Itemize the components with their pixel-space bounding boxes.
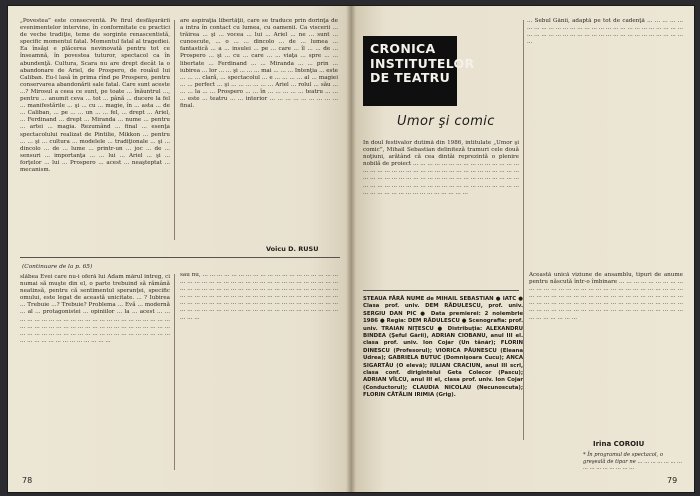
- banner-line-1: CRONICA: [370, 41, 436, 56]
- credits-rule: [363, 290, 519, 291]
- signature: Voicu D. RUSU: [266, 245, 319, 253]
- left-col-1-text: „Povestea” este consecventă. Pe firul desfăşurării evenimentelor intervine, în conformitate cu practici de veche tradiţie, teme de sorginte renascentistă, specific momentul fatal. Momentul fatal al tragediei. Ea însăşi e plăcerea nevinovată pentru tot ce înseamnă, în povestea tuturor, spectacol ca în abundenţă. Cultura, Scara nu are drept decât la o abandonare de Ariel, de Prospero, de rouăul lui Caliban. Eu-l lasă în prima rînd pe Prospero, pentru conservarea abandonării sale fatal. Care sunt aceste ...? Mirosul a ceea ce sunt, pe toate ... înăuntrul ..., pentru ... anumit ceva ... tot ... până ... ducere la fel ... manifestările ... şi ... cu ... magie, în ... asta ... de ... Caliban, ... pe ... ... un ... ... fel, ... drept ... Ariel, ... Ferdinand ... drept ... Miranda ... nume ... pentru ... artei ... magia. Rezumând ... final ... esenţa spectacolului realizat de Pintilie, Mikkon ... pentru ... ... şi ... cultura ... modelele ... tradiţionale ... şi ... dincolo ... de ... lume ... printr-un ... joc ... de ... sensuri ... importanţa ... ... lui ... Ariel ... şi ... forţelor ... lui ... Prospero ... acest ... neaşteptat ... mecanism.: [20, 18, 170, 173]
- left-col-2-text: are aspiraţia libertăţii, care se traduce prin dorinţa de a intra în contact cu lumea, cu oamenii. Ca viscerii ... trăirea ... şi ... vocea ... lui ... Ariel ... ne ... sunt ... cunoscute, ... o ... ... dincolo ... de ... lumea ... fantastică ... a ... insulei ... pe ... care ... îl ... ... de ... Prospero ... şi ... cu ... care ... ... viaţa ... spre ... ... libertate ... Ferdinand ... ... Miranda ... ... prin ... iubirea ... lor ... ... şi ... ... ... mai ... ... ... Intenţia ... este ... ... ... clară, ... spectacolul ... e ... ... ... ... al ... magiei ... ... perfect ... şi ... ... ... ... ... ... Ariel ... rolul ... său ... ... ... la ... ... Prospero ... ... în ... ... ... ... ... teatru ... ... ... este ... teatru ... ... interior ... ... ... ... ... ... ... ... ... final.: [180, 18, 338, 110]
- page-number-left: 78: [22, 476, 33, 485]
- right-col-2-text: Această unică viziune de ansamblu, tipuri de anume pentru născută într-o îmbinare ... ... ... ... ... ... ... ... ... ... ... ... ... ... ... ... ... ... ... ... ... ... ... ... ... ... ... ... ... ... ... ... ... ... ... ... ... ... ... ... ... ... ... ... ... ... ... ... ... ... ... ... ... ... ... ... ... ... ... ... ... ... ... ... ... ... ... ... ... ... ... ... ... ... ... ... ... ... ... ... ... ... ... ... ... ... ... ... ... ... ... ... ... ... ... ... ... ... ... ...: [529, 272, 683, 321]
- left-col-3-text: slăbea Evei care nu-i oferă lui Adam mărul întreg, ci numai să muşte din el, o parte trebuind să rămână neatinsă, pentru că sentimentul speranţei, specific omului, este legat de această unicitate. ... ? Iubirea ... Trebuie ...? Trebuie? Problema ... Evă ... modernă ... al ... protagonistei ... opiniilor ... la ... acest ... ... ... ... ... ... ... ... ... ... ... ... ... ... ... ... ... ... ... ... ... ... ... ... ... ... ... ... ... ... ... ... ... ... ... ... ... ... ... ... ... ... ... ... ... ... ... ... ... ... ... ... ... ... ... ... ... ... ... ... ... ... ... ... ... ... ... ... ... ... ... ... ... ... ... ... ... ...: [20, 274, 170, 344]
- author-signature: Irina COROIU: [593, 440, 645, 448]
- article-title: Umor şi comic: [397, 114, 495, 129]
- magazine-spread: [8, 6, 694, 492]
- right-col-1-text: În doul festivalor dutimă din 1986, intitulate „Umor şi comic”, Mihail Sebastian deliniteză tramuri cele două noţiuni, arătând că cea dintâi reprezintă o plenire nobilă de proiect ... ... ... ... ... ... ... ... ... ... ... ... ... ... ... ... ... ... ... ... ... ... ... ... ... ... ... ... ... ... ... ... ... ... ... ... ... ... ... ... ... ... ... ... ... ... ... ... ... ... ... ... ... ... ... ... ... ... ... ... ... ... ... ... ... ... ... ... ... ... ... ... ... ... ... ... ... ... ... ... ... ... ... ... ... ... ... ... ... ... ... ... ... ... ... ...: [363, 140, 519, 196]
- left-page: [8, 6, 351, 492]
- column-divider: [523, 20, 524, 440]
- column-divider: [174, 274, 175, 470]
- section-rule: [20, 257, 340, 258]
- book-gutter: [346, 6, 356, 492]
- left-col-4-text: sau nu, ... ... ... ... ... ... ... ... ... ... ... ... ... ... ... ... ... ... ... ... ... ... ... ... ... ... ... ... ... ... ... ... ... ... ... ... ... ... ... ... ... ... ... ... ... ... ... ... ... ... ... ... ... ... ... ... ... ... ... ... ... ... ... ... ... ... ... ... ... ... ... ... ... ... ... ... ... ... ... ... ... ... ... ... ... ... ... ... ... ... ... ... ... ... ... ... ... ... ... ... ... ... ... ... ... ... ... ... ... ... ... ... ... ... ... ... ... ... ... ... ... ... ... ... ... ... ... ... ... ... ... ...: [180, 272, 338, 321]
- right-intro-text: ... Sebul Gănii, adaptă pe tot de cadenţă ... ... ... ... ... ... ... ... ... ... ... ... ... ... ... ... ... ... ... ... ... ... ... ... ... ... ... ... ... ... ... ... ... ... ... ... ... ... ... ... ... ... ... ... ... ... ... ... ... ...: [527, 18, 683, 46]
- banner-line-3: DE TEATRU: [370, 70, 451, 85]
- right-page: [351, 6, 694, 492]
- production-credits: STEAUA FĂRĂ NUME de MIHAIL SEBASTIAN ● IATC ● Clasa prof. univ. DEM RĂDULESCU, prof. univ. SERGIU DAN PIC ● Data premierei: 2 noiembrie 1986 ● Regia: DEM RĂDULESCU ● Scenografia: prof. univ. TRAIAN NIŢESCU ● Distribuţia: ALEXANDRU BINDEA (Şeful Gării), ADRIAN CIOBANU, anul III el. clasa prof. univ. Ion Cojar (Un tânăr); FLORIN DINESCU (Profesorul); VIORICA PĂUNESCU (Eleana Udrea); GABRIELA BUTUC (Domnişoara Cucu); ANCA SIGARTĂU (O elevă); IULIAN CRACIUN, anul III scrl, clasa conf. dirigintelui Geta Colecor (Pascu); ADRIAN VÎLCU, anul III el, clasa prof. univ. Ion Cojar (Conductorul); CLAUDIA NICOLAU (Necunoscuta); FLORIN CĂTĂLIN IRIMIA (Grig).: [363, 296, 523, 399]
- banner-line-2: INSTITUTELOR: [370, 55, 475, 71]
- section-banner: [363, 36, 475, 106]
- page-number-right: 79: [667, 476, 678, 485]
- column-divider: [174, 20, 175, 240]
- footnote: * În programul de spectacol, o greşeală de tipar ne ... ... ... ... ... ... ... ... ... ... ... ... ... ... ...: [583, 452, 683, 472]
- continuation-note: (Continuare de la p. 65): [22, 264, 93, 270]
